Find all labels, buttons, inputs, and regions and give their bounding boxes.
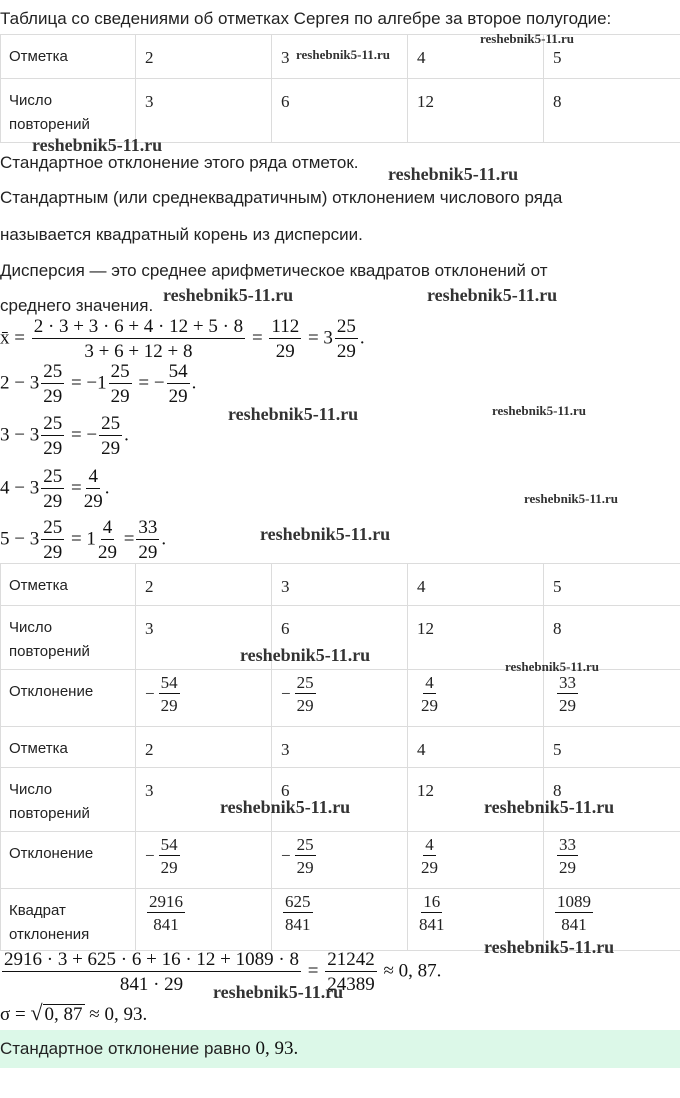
cell-deviation: − $\frac{54}{29}$: [136, 832, 272, 889]
cell-deviation: − $\frac{54}{29}$: [136, 670, 272, 727]
cell-mark: 2: [136, 727, 272, 768]
cell-deviation: $\frac{4}{29}$: [408, 832, 544, 889]
cell-mark: 2: [136, 564, 272, 606]
answer-text: Стандартное отклонение равно 0, 93.: [0, 1038, 299, 1059]
cell-square: $\frac{1089}{841}$: [544, 889, 680, 951]
cell-deviation: $\frac{33}{29}$: [544, 670, 680, 727]
deviation-line: 5 − 3 $\frac{25}{29}$ = 1 $\frac{4}{29}$ = $\frac{33}{29}$ .: [0, 517, 167, 563]
cell-label: Число повторений: [1, 79, 136, 143]
watermark: reshebnik5-11.ru: [260, 524, 391, 544]
paragraph: называется квадратный корень из дисперсии.: [0, 225, 363, 244]
cell-deviation: − $\frac{25}{29}$: [272, 832, 408, 889]
sigma-formula: σ = √ 0, 87 ≈ 0, 93.: [0, 1000, 148, 1025]
cell-count: 3: [136, 79, 272, 143]
cell-label: Отметка: [1, 564, 136, 606]
cell-count: 12: [408, 768, 544, 832]
deviation-line: 2 − 3 $\frac{25}{29}$ = −1 $\frac{25}{29}$ = − $\frac{54}{29}$ .: [0, 361, 197, 407]
cell-label: Отклонение: [1, 670, 136, 727]
watermark: reshebnik5-11.ru: [388, 164, 519, 184]
cell-mark: 5: [544, 35, 680, 79]
watermark: reshebnik5-11.ru: [484, 797, 615, 817]
cell-mark: 3: [272, 564, 408, 606]
cell-mark: 5: [544, 727, 680, 768]
watermark: reshebnik5-11.ru: [505, 659, 600, 674]
cell-label: Квадрат отклонения: [1, 889, 136, 951]
cell-count: 12: [408, 606, 544, 670]
cell-count: 8: [544, 768, 680, 832]
cell-mark: 5: [544, 564, 680, 606]
marks-table-3: [0, 726, 680, 951]
watermark: reshebnik5-11.ru: [480, 31, 575, 46]
table-row: [1, 79, 680, 143]
table-row: [1, 670, 680, 727]
deviation-line: 4 − 3 $\frac{25}{29}$ = $\frac{4}{29}$ .: [0, 466, 110, 512]
watermark: reshebnik5-11.ru: [213, 982, 344, 1002]
cell-count: 3: [136, 606, 272, 670]
cell-count: 6: [272, 606, 408, 670]
intro-text: Таблица со сведениями об отметках Сергея по алгебре за второе полугодие:: [0, 9, 612, 28]
watermark: reshebnik5-11.ru: [296, 47, 391, 62]
cell-count: 3: [136, 768, 272, 832]
paragraph: Дисперсия — это среднее арифметическое квадратов отклонений от: [0, 261, 548, 280]
cell-mark: 4: [408, 35, 544, 79]
cell-label: Число повторений: [1, 606, 136, 670]
watermark: reshebnik5-11.ru: [228, 404, 359, 424]
watermark: reshebnik5-11.ru: [163, 285, 294, 305]
watermark: reshebnik5-11.ru: [524, 491, 619, 506]
cell-mark: 3: [272, 35, 408, 79]
watermark: reshebnik5-11.ru: [220, 797, 351, 817]
cell-mark: 4: [408, 564, 544, 606]
variance-formula: $\frac{2916 \cdot 3 + 625 \cdot 6 + 16 \cdot 12 + 1089 \cdot 8}{841 \cdot 29}$ = $\frac{21242}{24389}$ ≈ 0, 87.: [4, 949, 442, 995]
table-row: [1, 832, 680, 889]
cell-square: $\frac{16}{841}$: [408, 889, 544, 951]
cell-square: $\frac{2916}{841}$: [136, 889, 272, 951]
cell-label: Число повторений: [1, 768, 136, 832]
cell-deviation: − $\frac{25}{29}$: [272, 670, 408, 727]
cell-deviation: $\frac{33}{29}$: [544, 832, 680, 889]
cell-mark: 4: [408, 727, 544, 768]
cell-count: 6: [272, 79, 408, 143]
cell-count: 8: [544, 79, 680, 143]
watermark: reshebnik5-11.ru: [427, 285, 558, 305]
paragraph: среднего значения.: [0, 296, 154, 315]
cell-label: Отметка: [1, 727, 136, 768]
table-row: [1, 727, 680, 768]
watermark: reshebnik5-11.ru: [240, 645, 371, 665]
watermark: reshebnik5-11.ru: [484, 937, 615, 957]
cell-mark: 2: [136, 35, 272, 79]
cell-mark: 3: [272, 727, 408, 768]
deviation-line: 3 − 3 $\frac{25}{29}$ = − $\frac{25}{29}$ .: [0, 413, 129, 459]
paragraph: Стандартное отклонение этого ряда отметок.: [0, 153, 359, 172]
cell-count: 12: [408, 79, 544, 143]
mean-formula: x̄ = $\frac{2 \cdot 3 + 3 \cdot 6 + 4 \cdot 12 + 5 \cdot 8}{3 + 6 + 12 + 8}$ = $\frac{112}{29}$ = 3 $\frac{25}{29}$ .: [0, 316, 365, 362]
table-row: [1, 564, 680, 606]
cell-deviation: $\frac{4}{29}$: [408, 670, 544, 727]
cell-label: Отклонение: [1, 832, 136, 889]
cell-label: Отметка: [1, 35, 136, 79]
cell-count: 6: [272, 768, 408, 832]
cell-square: $\frac{625}{841}$: [272, 889, 408, 951]
paragraph: Стандартным (или среднеквадратичным) отклонением числового ряда: [0, 188, 563, 207]
watermark: reshebnik5-11.ru: [492, 403, 587, 418]
cell-count: 8: [544, 606, 680, 670]
answer-box: [0, 1030, 680, 1068]
watermark: reshebnik5-11.ru: [32, 135, 163, 155]
